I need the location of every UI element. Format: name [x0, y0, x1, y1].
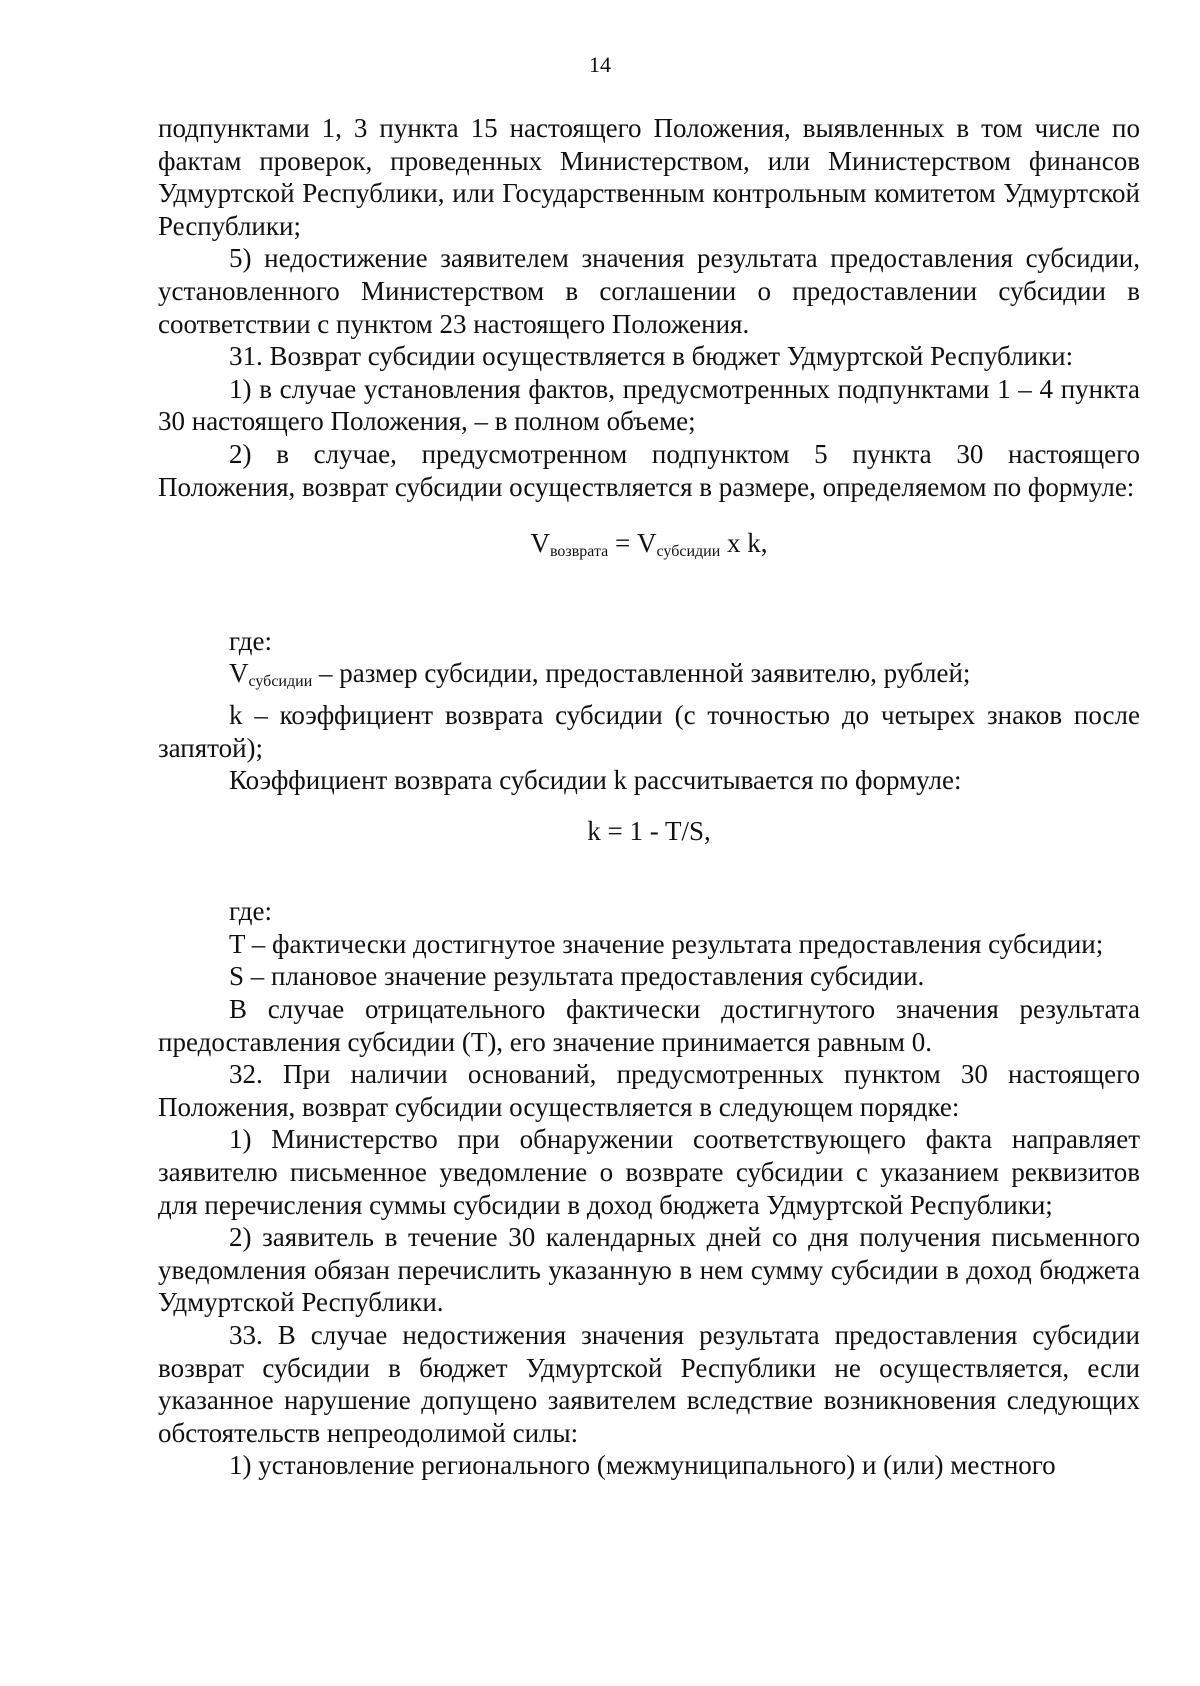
definition-v-symbol: V — [229, 658, 249, 689]
where-label-1: где: — [229, 625, 272, 656]
document-body — [158, 112, 1140, 1482]
formula-equals: = — [608, 528, 638, 559]
page-number: 14 — [589, 52, 611, 77]
formula-multiplier: x k, — [720, 528, 768, 559]
formula-v-return-subscript: возврата — [549, 543, 609, 561]
paragraph-31: 31. Возврат субсидии осуществляется в бюджет Удмуртской Республики: — [229, 341, 1074, 372]
paragraph-32-item-1: 1) Министерство при обнаружении соответствующего факта направляет заявителю письменное уведомление о возврате субсидии с указанием реквизитов для перечисления суммы субсидии в доход бюджета Удмуртской Республики; — [158, 1124, 1140, 1220]
formula-v-return: V — [530, 528, 550, 559]
paragraph-33-item-1: 1) установление регионального (межмуниципального) и (или) местного — [229, 1450, 1056, 1481]
definition-v-text: – размер субсидии, предоставленной заявителю, рублей; — [312, 658, 971, 689]
paragraph-continuation: подпунктами 1, 3 пункта 15 настоящего Положения, выявленных в том числе по фактам проверок, проведенных Министерством, или Министерством финансов Удмуртской Республики, или Государственным контрольным комитетом Удмуртской Республики; — [158, 113, 1140, 241]
paragraph-32: 32. При наличии оснований, предусмотренных пунктом 30 настоящего Положения, возврат субсидии осуществляется в следующем порядке: — [158, 1059, 1140, 1122]
paragraph-negative-value: В случае отрицательного фактически достигнутого значения результата предоставления субсидии (T), его значение принимается равным 0. — [158, 994, 1140, 1057]
definition-k: k – коэффициент возврата субсидии (с точностью до четырех знаков после запятой); — [158, 699, 1140, 763]
formula-return-amount — [158, 527, 1140, 569]
paragraph-33: 33. В случае недостижения значения результата предоставления субсидии возврат субсидии в бюджет Удмуртской Республики не осуществляется, если указанное нарушение допущено заявителем вследствие возникновения следующих обстоятельств непреодолимой силы: — [158, 1320, 1140, 1448]
definition-v-subscript: субсидии — [248, 673, 313, 691]
formula-v-subsidy-subscript: субсидии — [656, 543, 721, 561]
where-label-2: где: — [229, 896, 272, 927]
definition-v-subsidy — [158, 657, 1140, 699]
paragraph-coefficient: Коэффициент возврата субсидии k рассчитывается по формуле: — [229, 765, 962, 796]
paragraph-subitem-5: 5) недостижение заявителем значения результата предоставления субсидии, установленного Министерством в соглашении о предоставлении субсидии в соответствии с пунктом 23 настоящего Положения. — [158, 243, 1140, 339]
definition-t: T – фактически достигнутое значение результата предоставления субсидии; — [229, 928, 1104, 959]
definition-s: S – плановое значение результата предоставления субсидии. — [229, 961, 925, 992]
formula-v-subsidy: V — [637, 528, 657, 559]
paragraph-31-item-1: 1) в случае установления фактов, предусмотренных подпунктами 1 – 4 пункта 30 настоящего Положения, – в полном объеме; — [158, 373, 1140, 437]
formula-coefficient: k = 1 - T/S, — [587, 815, 711, 846]
paragraph-32-item-2: 2) заявитель в течение 30 календарных дней со дня получения письменного уведомления обязан перечислить указанную в нем сумму субсидии в доход бюджета Удмуртской Республики. — [158, 1222, 1140, 1318]
paragraph-31-item-2: 2) в случае, предусмотренном подпунктом 5 пункта 30 настоящего Положения, возврат субсидии осуществляется в размере, определяемом по формуле: — [158, 438, 1140, 502]
